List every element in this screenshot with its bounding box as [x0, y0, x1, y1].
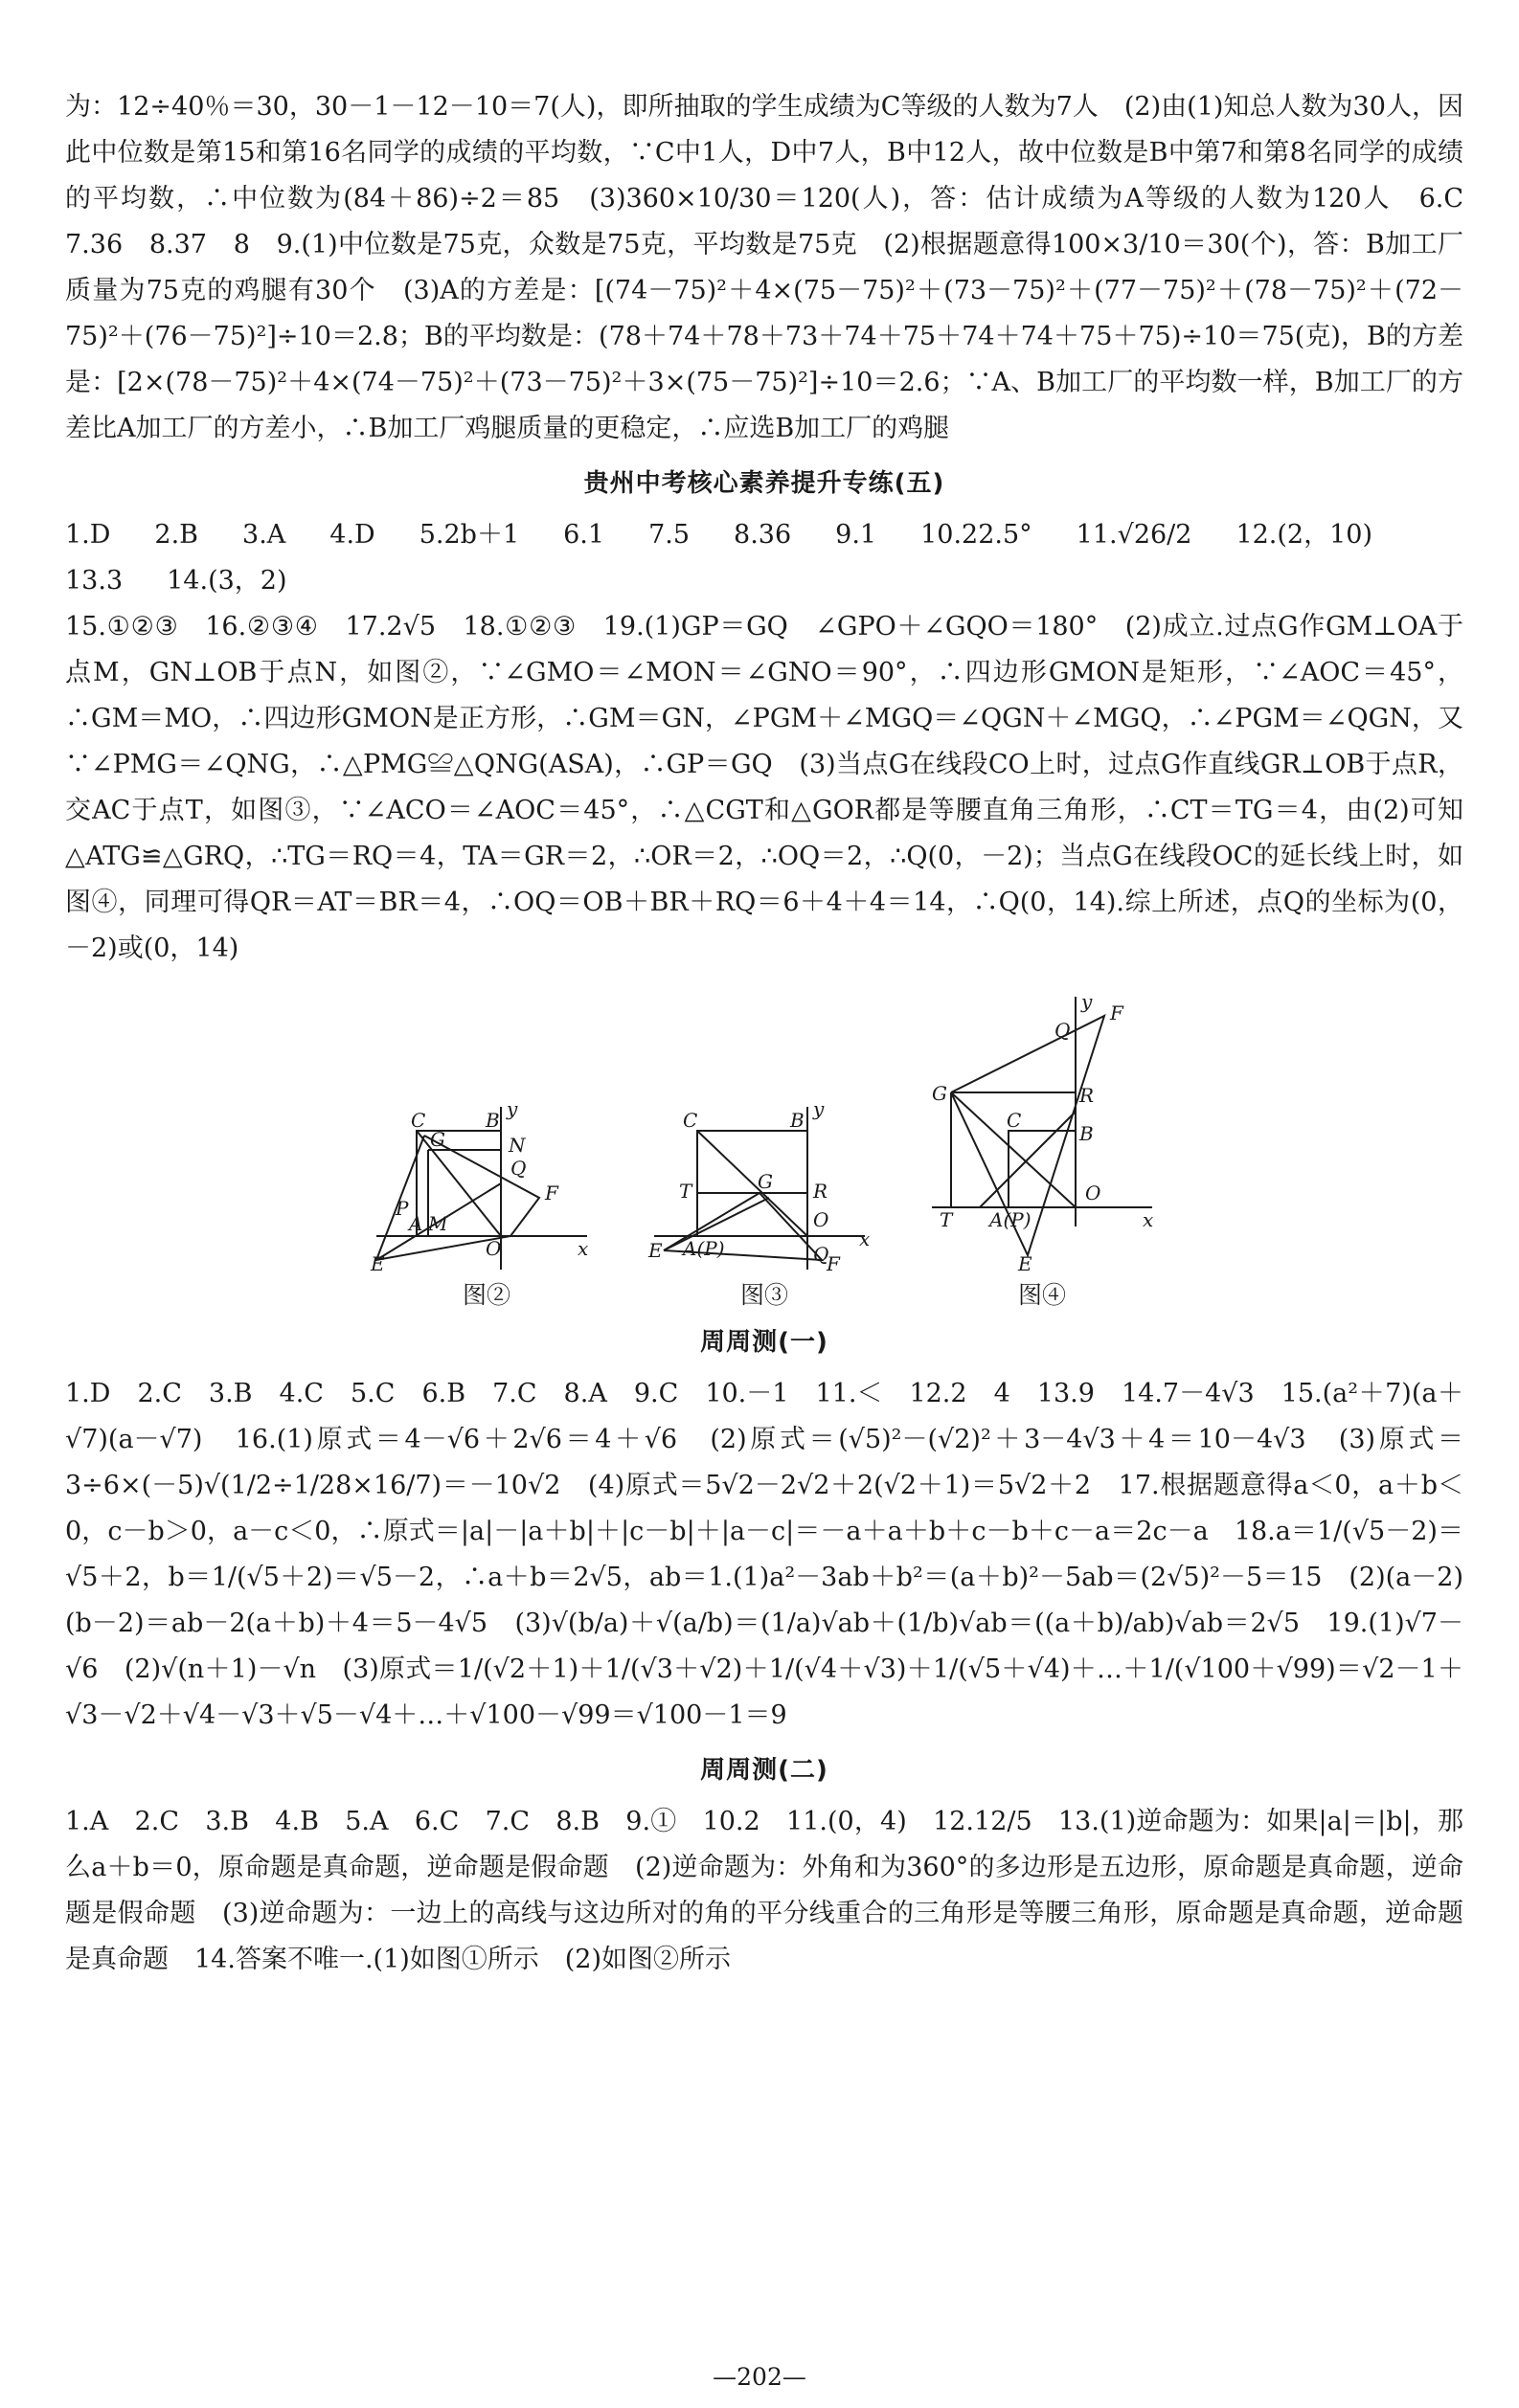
- figure-4: [922, 987, 1162, 1311]
- answer-10: 10.22.5°: [920, 520, 1032, 550]
- f4-label-F: F: [1110, 1001, 1123, 1024]
- figure-2: [367, 1092, 606, 1311]
- answer-8: 8.36: [734, 520, 792, 550]
- f4-label-B: B: [1079, 1122, 1094, 1145]
- f4-label-R: R: [1079, 1084, 1095, 1107]
- f3-label-O: O: [813, 1208, 829, 1231]
- answer-7: 7.5: [648, 520, 691, 550]
- f3-label-G: G: [758, 1170, 773, 1193]
- figure-4-diagram: [922, 987, 1162, 1274]
- f3-label-y: y: [813, 1097, 825, 1120]
- section5-solution-paragraph: 15.①②③ 16.②③④ 17.2√5 18.①②③ 19.(1)GP＝GQ ∠GPO＋∠GQO＝180° (2)成立.过点G作GM⊥OA于点M，GN⊥OB于点N，如图②，∵∠GMO＝∠MON＝∠GNO＝90°，∴四边形GMON是矩形，∵∠AOC＝45°，∴GM＝MO，∴四边形GMON是正方形，∴GM＝GN，∠PGM＋∠MGQ＝∠QGN＋∠MGQ，∴∠PGM＝∠QGN，又∵∠PMG＝∠QNG，∴△PMG≌△QNG(ASA)，∴GP＝GQ (3)当点G在线段CO上时，过点G作直线GR⊥OB于点R，交AC于点T，如图③，∵∠ACO＝∠AOC＝45°，∴△CGT和△GOR都是等腰直角三角形，∴CT＝TG＝4，由(2)可知△ATG≌△GRQ，∴TG＝RQ＝4，TA＝GR＝2，∴OR＝2，∴OQ＝2，∴Q(0，－2)；当点G在线段OC的延长线上时，如图④，同理可得QR＝AT＝BR＝4，∴OQ＝OB＋BR＋RQ＝6＋4＋4＝14，∴Q(0，14).综上所述，点Q的坐标为(0，－2)或(0，14): [65, 612, 1463, 963]
- answer-13: 13.3: [65, 566, 124, 596]
- f4-label-T: T: [940, 1208, 953, 1231]
- answer-2: 2.B: [154, 520, 199, 550]
- section-title-week1: 周周测(一): [700, 1328, 828, 1357]
- f4-label-Q: Q: [1054, 1019, 1071, 1042]
- f2-label-O: O: [486, 1237, 502, 1260]
- answer-12: 12.(2，10): [1236, 520, 1372, 550]
- f2-label-Q: Q: [510, 1157, 527, 1180]
- f3-label-E: E: [648, 1239, 663, 1262]
- page-number: —202—: [713, 2363, 806, 2391]
- f4-label-C: C: [1007, 1109, 1022, 1132]
- f3-label-F: F: [827, 1252, 840, 1274]
- answer-6: 6.1: [563, 520, 605, 550]
- f3-label-x: x: [859, 1227, 871, 1250]
- answer-page: [65, 84, 1489, 1983]
- section-title-week2: 周周测(二): [700, 1756, 828, 1785]
- week1-answers-paragraph: 1.D 2.C 3.B 4.C 5.C 6.B 7.C 8.A 9.C 10.－1 11.＜ 12.2 4 13.9 14.7－4√3 15.(a²＋7)(a＋√7)(a－√7) 16.(1)原式＝4－√6＋2√6＝4＋√6 (2)原式＝(√5)²－(√2)²＋3－4√3＋4＝10－4√3 (3)原式＝3÷6×(－5)√(1/2÷1/28×16/7)＝－10√2 (4)原式＝5√2－2√2＋2(√2＋1)＝5√2＋2 17.根据题意得a＜0，a＋b＜0，c－b＞0，a－c＜0，∴原式＝|a|－|a＋b|＋|c－b|＋|a－c|＝－a＋a＋b＋c－b＋c－a＝2c－a 18.a＝1/(√5－2)＝√5＋2，b＝1/(√5＋2)＝√5－2，∴a＋b＝2√5，ab＝1.(1)a²－3ab＋b²＝(a＋b)²－5ab＝(2√5)²－5＝15 (2)(a－2)(b－2)＝ab－2(a＋b)＋4＝5－4√5 (3)√(b/a)＋√(a/b)＝(1/a)√ab＋(1/b)√ab＝((a＋b)/ab)√ab＝2√5 19.(1)√7－√6 (2)√(n＋1)－√n (3)原式＝1/(√2＋1)＋1/(√3＋√2)＋1/(√4＋√3)＋1/(√5＋√4)＋…＋1/(√100＋√99)＝√2－1＋√3－√2＋√4－√3＋√5－√4＋…＋√100－√99＝√100－1＝9: [65, 1379, 1463, 1730]
- figure-4-caption: 图④: [1017, 1281, 1066, 1309]
- answer-9: 9.1: [835, 520, 877, 550]
- f2-label-B: B: [486, 1109, 500, 1132]
- f2-label-E: E: [371, 1252, 385, 1274]
- f3-label-C: C: [683, 1109, 698, 1132]
- f4-label-y: y: [1081, 990, 1093, 1013]
- f3-label-AP: A(P): [683, 1237, 725, 1260]
- f2-label-x: x: [578, 1237, 589, 1260]
- week2-answers-paragraph: 1.A 2.C 3.B 4.B 5.A 6.C 7.C 8.B 9.① 10.2 11.(0，4) 12.12/5 13.(1)逆命题为：如果|a|＝|b|，那么a＋b＝0，原命题是真命题，逆命题是假命题 (2)逆命题为：外角和为360°的多边形是五边形，原命题是真命题，逆命题是假命题 (3)逆命题为：一边上的高线与这边所对的角的平分线重合的三角形是等腰三角形，原命题是真命题，逆命题是真命题 14.答案不唯一.(1)如图①所示 (2)如图②所示: [65, 1807, 1463, 1974]
- answer-3: 3.A: [242, 520, 286, 550]
- f3-label-Q: Q: [813, 1243, 829, 1266]
- answer-4: 4.D: [329, 520, 375, 550]
- figure-3-caption: 图③: [739, 1281, 788, 1309]
- section-title-5: 贵州中考核心素养提升专练(五): [583, 469, 945, 498]
- f4-label-E: E: [1018, 1252, 1032, 1274]
- f2-label-y: y: [507, 1097, 518, 1120]
- figure-row: [65, 987, 1463, 1311]
- f2-label-C: C: [411, 1109, 426, 1132]
- f2-label-M: M: [428, 1212, 448, 1235]
- f2-label-N: N: [509, 1134, 526, 1157]
- answer-5: 5.2b＋1: [419, 520, 520, 550]
- f2-label-G: G: [430, 1128, 445, 1151]
- f3-label-B: B: [790, 1109, 805, 1132]
- f4-label-x: x: [1143, 1208, 1154, 1231]
- f2-label-P: P: [396, 1197, 409, 1220]
- answer-14: 14.(3，2): [167, 566, 287, 596]
- answer-1: 1.D: [65, 520, 111, 550]
- answer-11: 11.√26/2: [1076, 520, 1192, 550]
- choice-answers-row: [65, 512, 1463, 604]
- f4-label-G: G: [932, 1082, 947, 1105]
- f3-label-R: R: [813, 1180, 828, 1203]
- top-paragraph: 为：12÷40％＝30，30－1－12－10＝7(人)，即所抽取的学生成绩为C等级的人数为7人 (2)由(1)知总人数为30人，因此中位数是第15和第16名同学的成绩的平均数，∵C中1人，D中7人，B中12人，故中位数是B中第7和第8名同学的成绩的平均数，∴中位数为(84＋86)÷2＝85 (3)360×10/30＝120(人)，答：估计成绩为A等级的人数为120人 6.C 7.36 8.37 8 9.(1)中位数是75克，众数是75克，平均数是75克 (2)根据题意得100×3/10＝30(个)，答：B加工厂质量为75克的鸡腿有30个 (3)A的方差是：[(74－75)²＋4×(75－75)²＋(73－75)²＋(77－75)²＋(78－75)²＋(72－75)²＋(76－75)²]÷10＝2.8；B的平均数是：(78＋74＋78＋73＋74＋75＋74＋74＋75＋75)÷10＝75(克)，B的方差是：[2×(78－75)²＋4×(74－75)²＋(73－75)²＋3×(75－75)²]÷10＝2.6；∵A、B加工厂的平均数一样，B加工厂的方差比A加工厂的方差小，∴B加工厂鸡腿质量的更稳定，∴应选B加工厂的鸡腿: [65, 92, 1489, 443]
- f2-label-A: A: [409, 1212, 423, 1235]
- figure-2-diagram: [367, 1092, 606, 1274]
- figure-2-caption: 图②: [462, 1281, 510, 1309]
- f4-label-O: O: [1085, 1181, 1101, 1204]
- f4-label-AP: A(P): [989, 1208, 1032, 1231]
- figure-3: [645, 1092, 884, 1311]
- f2-label-F: F: [545, 1181, 558, 1204]
- f3-label-T: T: [679, 1180, 692, 1203]
- figure-3-diagram: [645, 1092, 884, 1274]
